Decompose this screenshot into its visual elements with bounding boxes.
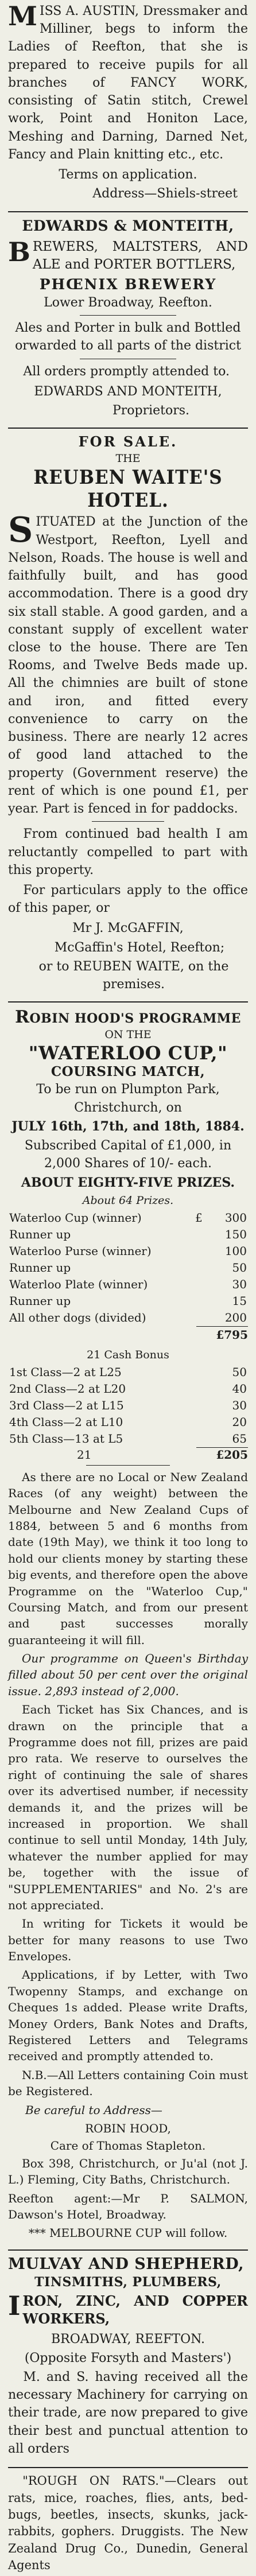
divider bbox=[8, 2249, 248, 2251]
prize-currency bbox=[194, 1243, 205, 1260]
prize-currency bbox=[194, 1276, 205, 1293]
agent-name: Mr J. McGAFFIN, bbox=[72, 921, 184, 936]
prize-row bbox=[8, 1210, 248, 1226]
cash-bonus-heading: 21 Cash Bonus bbox=[87, 1348, 169, 1361]
edwards-proprietors: Proprietors. bbox=[112, 403, 190, 418]
bonus-amount: 50 bbox=[232, 1365, 247, 1379]
drop-cap: R bbox=[15, 1007, 30, 1028]
edwards-line: REWERS, MALTSTERS, AND ALE and PORTER BOTTLERS, bbox=[32, 239, 248, 272]
mulvay-opposite: (Opposite Forsyth and Masters') bbox=[24, 2350, 232, 2365]
bonus-amount: 30 bbox=[232, 1398, 247, 1412]
bonus-label: 3rd Class—2 at L15 bbox=[9, 1398, 124, 1412]
hotel-text: ITUATED at the Junction of the Westport, Reefton, Lyell and Nelson, Roads. The house is well and faithfully built, and has good accommodation. There is a good dry six stall stable. A good garden, and a constant supply of excellent water close to the house. There are Ten Rooms, and Twelve Beds made up. All the chimnies are built of stone and iron, and fitted every convenience to carry on the business. There are nearly 12 acres of good land attached to the property (Government reserve) the rent of which is one pound £1, per year. Part is fenced in for paddocks. bbox=[8, 515, 248, 817]
address-box: Box 398, Christchurch, or Ju'al (not J. L.) Fleming, City Baths, Christchurch. bbox=[8, 2156, 248, 2187]
prize-row bbox=[8, 1226, 248, 1243]
mulvay-trades: TINSMITHS, PLUMBERS, bbox=[34, 2275, 222, 2290]
edwards-title: EDWARDS & MONTEITH, bbox=[22, 217, 234, 234]
prize-currency: £ bbox=[195, 1210, 203, 1225]
edwards-signature: EDWARDS AND MONTEITH, bbox=[34, 384, 222, 399]
robin-hood-advertisement bbox=[8, 1007, 248, 2244]
bonus-row bbox=[8, 1381, 248, 1397]
edwards-trades bbox=[8, 238, 248, 274]
total-rule bbox=[196, 1326, 248, 1327]
bonus-row bbox=[8, 1414, 248, 1431]
owner-contact: or to REUBEN WAITE, on the premises. bbox=[38, 959, 229, 992]
run-dates: JULY 16th, 17th, and 18th, 1884. bbox=[11, 1118, 245, 1134]
prize-amount: 300 bbox=[224, 1210, 247, 1225]
address-care: Care of Thomas Stapleton. bbox=[50, 2139, 206, 2153]
bonus-amount: 65 bbox=[232, 1431, 247, 1446]
about-64: About 64 Prizes. bbox=[82, 1194, 174, 1207]
health-note: From continued bad health I am reluctantly compelled to part with this property. bbox=[8, 827, 248, 877]
austin-text: ISS A. AUSTIN, Dressmaker and Milliner, begs to inform the Ladies of Reefton, that she is prepared to receive pupils for all branches of FANCY WORK, consisting of Satin stitch, Crewel work, Point and Honiton Lace, Meshing and Darning, Darned Net, Fancy and Plain knitting etc., etc. bbox=[8, 4, 248, 162]
bonus-label: 2nd Class—2 at L20 bbox=[9, 1381, 126, 1396]
programme-para-1: As there are no Local or New Zealand Races (of any weight) between the Melbourne and New Zealand Cups of 1884, between 5 and 6 months from date (19th May), we think it too long to hold our clients money by starting these big events, and therefore open the above Programme on the "Waterloo Cup," Coursing Match, and from our present and past successes morally guaranteeing it will fill. bbox=[8, 1470, 248, 1647]
prize-currency bbox=[194, 1293, 205, 1310]
drop-cap: S bbox=[8, 510, 33, 551]
prize-label: Waterloo Plate (winner) bbox=[9, 1277, 148, 1291]
run-location: To be run on Plumpton Park, Christchurch, on bbox=[36, 1082, 220, 1115]
bonus-amount: 40 bbox=[232, 1381, 247, 1396]
prize-amount: 15 bbox=[232, 1293, 247, 1308]
prize-label: Waterloo Cup (winner) bbox=[9, 1210, 142, 1225]
divider bbox=[8, 2467, 248, 2468]
programme-para-2: Our programme on Queen's Birthday filled about 50 per cent over the original issue. 2,893 instead of 2,000. bbox=[8, 1652, 248, 1698]
particulars-note: For particulars apply to the office of this paper, or bbox=[8, 883, 248, 916]
reefton-agent: Reefton agent:—Mr P. SALMON, Dawson's Hotel, Broadway. bbox=[8, 2191, 248, 2221]
rough-on-rats-advertisement bbox=[8, 2473, 248, 2576]
drop-cap: M bbox=[8, 1, 37, 32]
prize-currency bbox=[194, 1226, 205, 1243]
on-the: ON THE bbox=[104, 1028, 152, 1042]
prize-row bbox=[8, 1293, 248, 1310]
prize-currency bbox=[194, 1310, 205, 1326]
prize-table bbox=[8, 1210, 248, 1326]
programme-para-6: N.B.—All Letters containing Coin must be Registered. bbox=[8, 2068, 248, 2099]
prize-row bbox=[8, 1243, 248, 1260]
programme-para-4: In writing for Tickets it would be better for many reasons to use Two Envelopes. bbox=[8, 1917, 248, 1964]
prize-amount: 50 bbox=[232, 1260, 247, 1275]
prize-amount: 200 bbox=[224, 1310, 247, 1324]
bonus-row bbox=[8, 1397, 248, 1414]
melbourne-note: *** MELBOURNE CUP will follow. bbox=[28, 2226, 228, 2240]
mulvay-location: BROADWAY, REEFTON. bbox=[51, 2332, 205, 2346]
prize-label: Runner up bbox=[9, 1227, 71, 1241]
address-heading: Be careful to Address— bbox=[25, 2103, 162, 2117]
short-divider bbox=[80, 315, 176, 316]
bonus-count: 21 bbox=[77, 1447, 92, 1462]
for-sale-the: THE bbox=[115, 452, 141, 465]
brewery-name: PHŒNIX BREWERY bbox=[39, 275, 217, 293]
for-sale-header: FOR SALE. bbox=[78, 433, 178, 450]
prizes-heading: ABOUT EIGHTY-FIVE PRIZES. bbox=[21, 1175, 235, 1190]
cup-name: "WATERLOO CUP," bbox=[28, 1042, 228, 1064]
short-divider bbox=[92, 821, 164, 822]
programme-para-3: Each Ticket has Six Chances, and is drawn on the principle that a Programme does not fill, prizes are paid pro rata. We reserve to ourselves the right of continuing the sale of shares over its advertised number, if necessity demands it, and the prizes will be increased in proportion. We shall continue to sell until Monday, 14th July, whatever the number applied for may be, together with the issue of "SUPPLEMENTARIES" and No. 2's are not appreciated. bbox=[8, 1703, 248, 1912]
prize-amount: 100 bbox=[224, 1244, 247, 1258]
programme-title-text: OBIN HOOD'S PROGRAMME bbox=[29, 1011, 241, 1027]
divider bbox=[8, 428, 248, 429]
coursing-match: COURSING MATCH, bbox=[51, 1064, 205, 1080]
bonus-amount: £205 bbox=[216, 1447, 248, 1462]
mulvay-advertisement bbox=[8, 2255, 248, 2462]
austin-body bbox=[8, 2, 248, 164]
bonus-row bbox=[8, 1364, 248, 1381]
bonus-label: 1st Class—2 at L25 bbox=[9, 1365, 122, 1379]
programme-title bbox=[8, 1007, 248, 1027]
for-sale-advertisement bbox=[8, 433, 248, 997]
prize-label: Runner up bbox=[9, 1293, 71, 1308]
brewery-location: Lower Broadway, Reefton. bbox=[44, 295, 212, 310]
prize-label: All other dogs (divided) bbox=[9, 1310, 146, 1324]
divider bbox=[8, 1001, 248, 1003]
austin-address: Address—Shiels-street bbox=[92, 187, 238, 201]
prize-label: Runner up bbox=[9, 1260, 71, 1275]
mulvay-line: RON, ZINC, AND COPPER WORKERS, bbox=[22, 2293, 248, 2328]
bonus-amount: 20 bbox=[232, 1415, 247, 1429]
agent-hotel: McGaffin's Hotel, Reefton; bbox=[54, 940, 225, 955]
drop-cap: I bbox=[8, 2290, 21, 2322]
capital: Subscribed Capital of £1,000, in 2,000 Shares of 10/- each. bbox=[24, 1139, 232, 1171]
drop-cap: B bbox=[8, 236, 30, 267]
austin-advertisement bbox=[8, 2, 248, 207]
prize-amount: 150 bbox=[224, 1227, 247, 1241]
short-divider bbox=[86, 1465, 170, 1466]
edwards-ales: Ales and Porter in bulk and Bottled orwarded to all parts of the district bbox=[15, 321, 241, 353]
programme-para-5: Applications, if by Letter, with Two Twopenny Stamps, and exchange on Cheques 1s added. Please write Drafts, Money Orders, Bank Notes and Drafts, Registered Letters and Telegrams received and promptly attended to. bbox=[8, 1968, 248, 2064]
bonus-total bbox=[8, 1448, 248, 1462]
bonus-table bbox=[8, 1364, 248, 1447]
edwards-orders: All orders promptly attended to. bbox=[23, 364, 230, 379]
bonus-label: 4th Class—2 at L10 bbox=[9, 1415, 123, 1429]
divider bbox=[8, 211, 248, 212]
prize-subtotal: £795 bbox=[216, 1327, 248, 1342]
address-name: ROBIN HOOD, bbox=[85, 2122, 171, 2135]
prize-row bbox=[8, 1260, 248, 1276]
hotel-name: REUBEN WAITE'S HOTEL. bbox=[33, 466, 223, 512]
rough-on-rats-text: "ROUGH ON RATS."—Clears out rats, mice, roaches, flies, ants, bed-bugs, beetles, insects, skunks, jack-rabbits, gophers. Druggists. The New Zealand Drug Co., Dunedin, General Agents bbox=[8, 2474, 248, 2573]
bonus-row bbox=[8, 1431, 248, 1447]
prize-row bbox=[8, 1276, 248, 1293]
mulvay-body: M. and S. having received all the necessary Machinery for carrying on their trade, are now prepared to give their best and punctual attention to all orders bbox=[8, 2369, 248, 2456]
prize-row bbox=[8, 1310, 248, 1326]
prize-label: Waterloo Purse (winner) bbox=[9, 1244, 152, 1258]
mulvay-title: MULVAY AND SHEPHERD, bbox=[8, 2255, 245, 2273]
edwards-advertisement bbox=[8, 217, 248, 423]
austin-terms: Terms on application. bbox=[59, 168, 197, 182]
bonus-label: 5th Class—13 at L5 bbox=[9, 1431, 123, 1446]
prize-currency bbox=[194, 1260, 205, 1276]
hotel-description bbox=[8, 510, 248, 818]
prize-amount: 30 bbox=[232, 1277, 247, 1291]
mulvay-workers bbox=[8, 2292, 248, 2328]
